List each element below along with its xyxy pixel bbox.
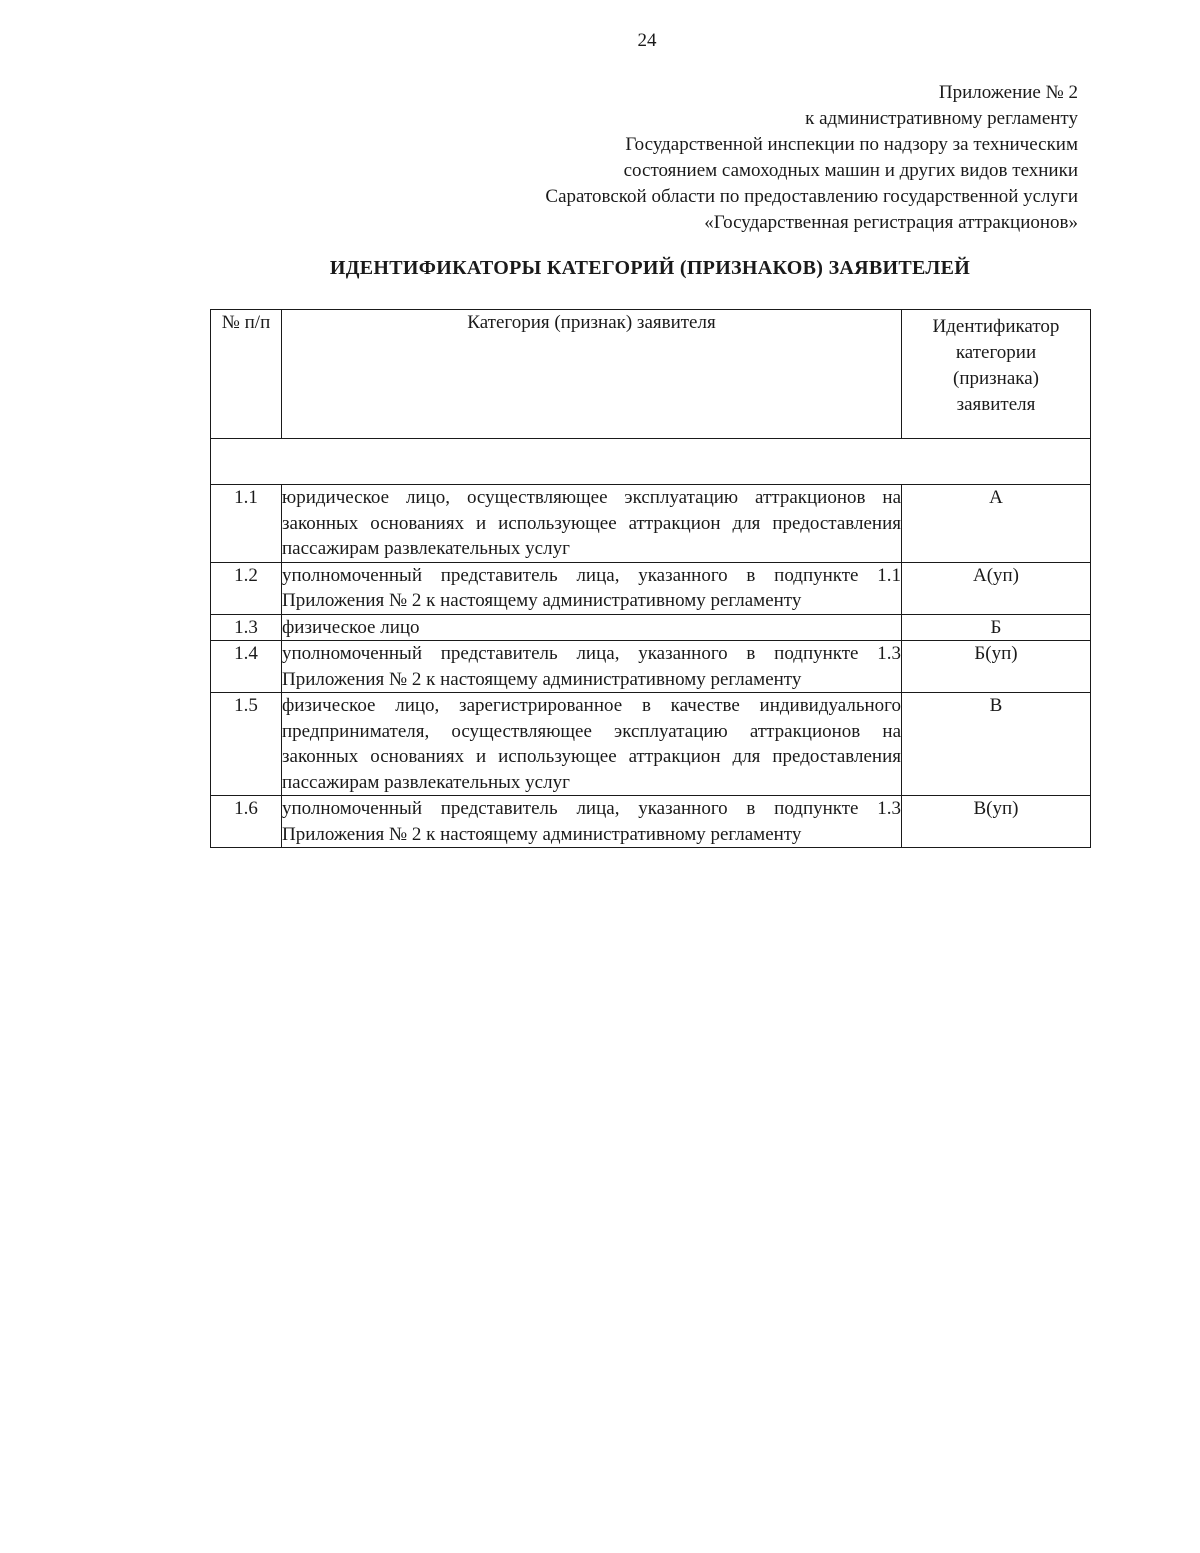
empty-row <box>211 439 1091 485</box>
header-identifier-line: заявителя <box>956 394 1036 415</box>
appendix-line: Приложение № 2 <box>938 82 1078 103</box>
document-title: ИДЕНТИФИКАТОРЫ КАТЕГОРИЙ (ПРИЗНАКОВ) ЗАЯВИТЕЛЕЙ <box>329 257 971 279</box>
row-identifier: А <box>902 485 1091 563</box>
header-number: № п/п <box>211 310 282 439</box>
row-identifier: А(уп) <box>902 562 1091 614</box>
row-number: 1.2 <box>211 562 282 614</box>
appendix-header <box>545 80 1078 236</box>
header-identifier-line: категории <box>955 342 1037 363</box>
appendix-line: к административному регламенту <box>805 108 1078 129</box>
row-number: 1.6 <box>211 796 282 848</box>
header-identifier <box>902 310 1091 439</box>
row-category: физическое лицо <box>282 614 902 641</box>
row-number: 1.5 <box>211 693 282 796</box>
row-category: уполномоченный представитель лица, указанного в подпункте 1.1 Приложения № 2 к настоящему административному регламенту <box>282 562 902 614</box>
appendix-line: Государственной инспекции по надзору за техническим <box>625 134 1078 155</box>
appendix-line: состоянием самоходных машин и других видов техники <box>623 160 1078 181</box>
row-identifier: В <box>902 693 1091 796</box>
row-category: юридическое лицо, осуществляющее эксплуатацию аттракционов на законных основаниях и использующее аттракцион для предоставления пассажирам развлекательных услуг <box>282 485 902 563</box>
table-header-row <box>211 310 1091 439</box>
row-identifier: В(уп) <box>902 796 1091 848</box>
row-identifier: Б(уп) <box>902 641 1091 693</box>
row-category: уполномоченный представитель лица, указанного в подпункте 1.3 Приложения № 2 к настоящему административному регламенту <box>282 641 902 693</box>
appendix-line: Саратовской области по предоставлению государственной услуги <box>545 186 1078 207</box>
header-identifier-line: Идентификатор <box>932 316 1060 337</box>
header-identifier-line: (признака) <box>953 368 1039 389</box>
row-number: 1.1 <box>211 485 282 563</box>
applicant-categories-table <box>210 309 1091 848</box>
empty-cell <box>211 439 1091 485</box>
table-row <box>211 796 1091 848</box>
page-number: 24 <box>637 30 657 51</box>
table-row <box>211 641 1091 693</box>
row-category: уполномоченный представитель лица, указанного в подпункте 1.3 Приложения № 2 к настоящему административному регламенту <box>282 796 902 848</box>
table-row <box>211 614 1091 641</box>
row-category: физическое лицо, зарегистрированное в качестве индивидуального предпринимателя, осуществляющее эксплуатацию аттракционов на законных основаниях и использующее аттракцион для предоставления пассажирам развлекательных услуг <box>282 693 902 796</box>
header-category: Категория (признак) заявителя <box>282 310 902 439</box>
table-row <box>211 693 1091 796</box>
row-number: 1.4 <box>211 641 282 693</box>
row-number: 1.3 <box>211 614 282 641</box>
appendix-line: «Государственная регистрация аттракционов» <box>704 212 1078 233</box>
row-identifier: Б <box>902 614 1091 641</box>
table-row <box>211 562 1091 614</box>
table-row <box>211 485 1091 563</box>
